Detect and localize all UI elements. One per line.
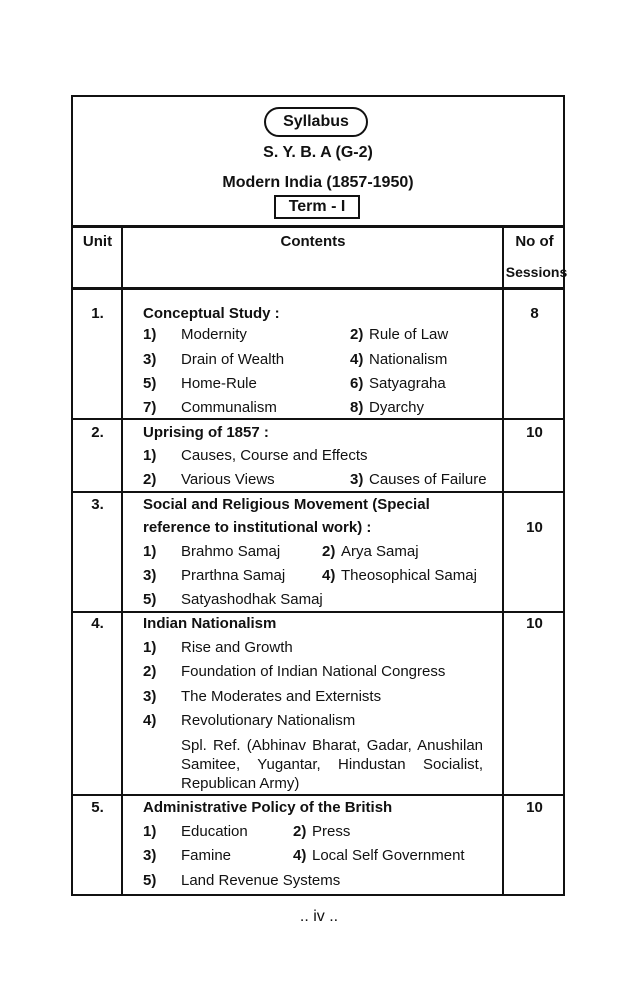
- unit-number: 4.: [91, 615, 104, 632]
- session-count: 8: [530, 305, 539, 322]
- unit-number: 2.: [91, 424, 104, 441]
- column-header-contents: Contents: [280, 233, 346, 250]
- unit-title: Uprising of 1857 :: [143, 424, 269, 441]
- column-header-sessions-1: No of: [515, 233, 554, 250]
- special-reference: Spl. Ref. (Abhinav Bharat, Gadar, Anushilan Samitee, Yugantar, Hindustan Socialist, Republican Army): [181, 737, 483, 792]
- syllabus-table: Syllabus S. Y. B. A (G-2) Modern India (1857-1950) Term - I Unit Contents No of Sessions 1. 8 Conceptual Study : 1) Modernity 2) Rule of Law 3) Drain of Wealth 4) Nationalism 5) Home-Rule 6) Satyagraha 7) Communalism 8) Dyarchy 2. 10 Uprising of 1857 : 1) Causes, Course and Effects 2) Various Views 3) Causes of Failure 3. 10 Social and Religious Movement (Special reference to institutional work) : 1) Brahmo Samaj 2) Arya Samaj 3) Prarthna Samaj 4) Theosophical Samaj 5) Satyashodhak Samaj 4. 10 Indian Nationalism 1) Rise and Growth 2) Foundation of Indian National Congress 3) The Moderates and Externists 4) Revolutionary Nationalism Spl. Ref. (Abhinav Bharat, Gadar, Anushilan Samitee, Yugantar, Hindustan Socialist, Republican Army) 5. 10 Administrative Policy of the British 1) Education 2) Press 3) Famine 4) Local Self Government 5) Land Revenue Systems: [71, 95, 565, 896]
- row-divider: [73, 418, 563, 420]
- row-divider: [73, 611, 563, 613]
- subject-title: Modern India (1857-1950): [222, 174, 414, 191]
- unit-number: 5.: [91, 799, 104, 816]
- column-header-unit: Unit: [82, 233, 113, 250]
- session-count: 10: [526, 519, 543, 536]
- unit-title: reference to institutional work) :: [143, 519, 372, 536]
- unit-number: 3.: [91, 496, 104, 513]
- term-label: Term - I: [274, 195, 360, 219]
- page-number: .. iv ..: [299, 908, 339, 925]
- row-divider: [73, 491, 563, 493]
- unit-title: Social and Religious Movement (Special: [143, 496, 430, 513]
- unit-title: Administrative Policy of the British: [143, 799, 393, 816]
- course-name: S. Y. B. A (G-2): [263, 144, 373, 161]
- session-count: 10: [526, 799, 543, 816]
- syllabus-badge: Syllabus: [264, 107, 368, 137]
- unit-number: 1.: [91, 305, 104, 322]
- column-header-sessions-2: Sessions: [505, 264, 568, 280]
- unit-title: Conceptual Study :: [143, 305, 280, 322]
- row-divider: [73, 794, 563, 796]
- unit-title: Indian Nationalism: [143, 615, 277, 632]
- syllabus-header: [73, 97, 563, 228]
- session-count: 10: [526, 615, 543, 632]
- header-rule: [73, 287, 563, 290]
- session-count: 10: [526, 424, 543, 441]
